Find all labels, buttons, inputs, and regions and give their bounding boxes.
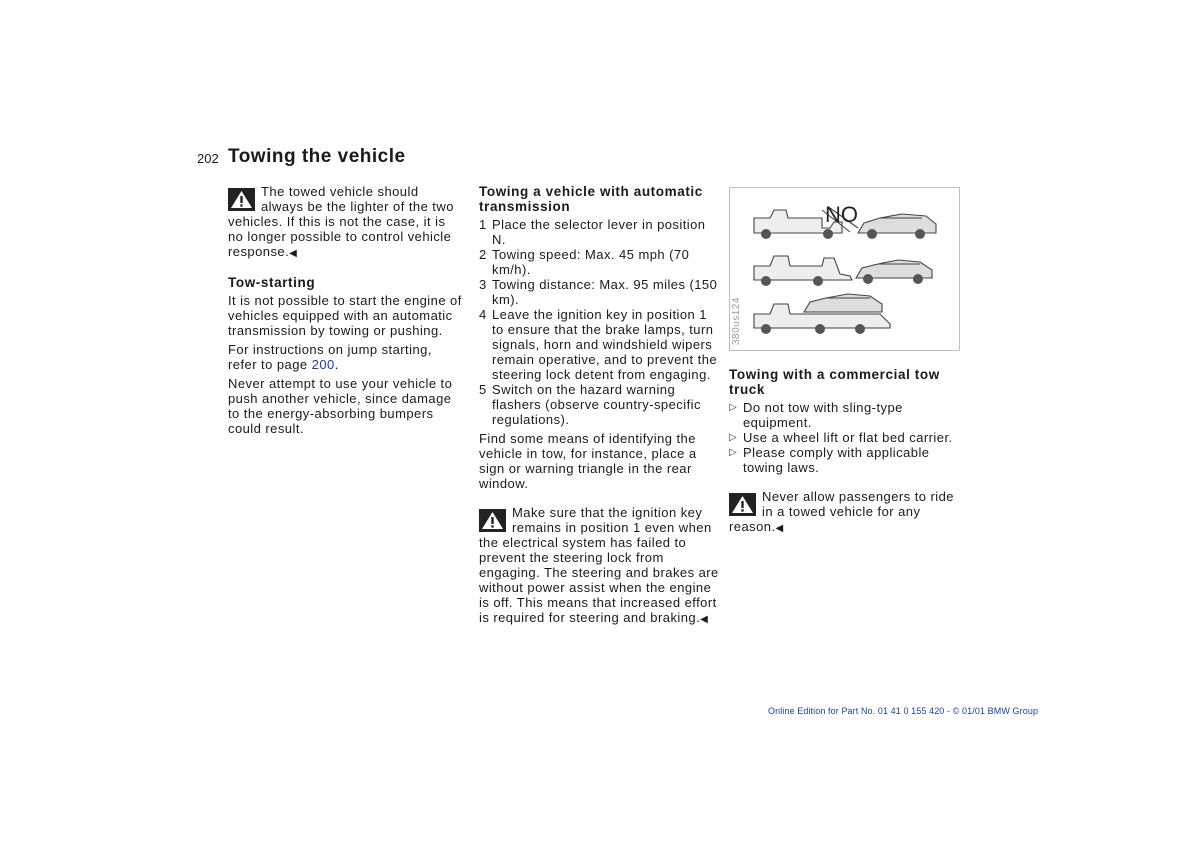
column-right xyxy=(729,367,969,536)
end-mark-icon: ◀ xyxy=(700,614,709,625)
warning-icon xyxy=(479,509,506,532)
warning-note xyxy=(479,505,719,627)
column-left xyxy=(228,184,464,440)
page-link[interactable]: 200 xyxy=(311,357,335,372)
section-heading: Towing with a commercial tow truck xyxy=(729,367,940,397)
section-heading: Towing a vehicle with automatic transmission xyxy=(479,184,703,214)
footer-edition: Online Edition for Part No. 01 41 0 155 420 - © 01/01 BMW Group xyxy=(768,706,1039,716)
figure-label: NO xyxy=(825,202,858,227)
list-item: 2 Towing speed: Max. 45 mph (70 km/h). xyxy=(479,247,690,277)
warning-icon xyxy=(729,493,756,516)
column-middle xyxy=(479,184,719,627)
warning-note xyxy=(228,184,464,261)
list-item: 3 Towing distance: Max. 95 miles (150 km). xyxy=(479,277,718,307)
tow-truck-drawing xyxy=(730,188,959,350)
paragraph: Find some means of identifying the vehicle in tow, for instance, place a sign or warning triangle in the rear window. xyxy=(479,431,697,491)
end-mark-icon: ◀ xyxy=(289,248,298,259)
paragraph: It is not possible to start the engine of vehicles equipped with an automatic transmission by towing or pushing. xyxy=(228,293,462,338)
list-item: 1 Place the selector lever in position N. xyxy=(479,217,706,247)
section-heading: Tow-starting xyxy=(228,275,316,290)
paragraph: Never attempt to use your vehicle to push another vehicle, since damage to the energy-absorbing bumpers could result. xyxy=(228,376,453,436)
list-item: ▷ Use a wheel lift or flat bed carrier. xyxy=(729,430,953,445)
page-title: Towing the vehicle xyxy=(228,146,406,167)
paragraph: For instructions on jump starting, refer to page 200. xyxy=(228,342,432,372)
end-mark-icon: ◀ xyxy=(775,523,784,534)
warning-text: Never allow passengers to ride in a towed vehicle for any reason. xyxy=(729,489,954,534)
list-item: 4 Leave the ignition key in position 1 to ensure that the brake lamps, turn signals, horn and windshield wipers remain operative, and to prevent the steering lock detent from engaging. xyxy=(479,307,718,382)
bullet-triangle-icon: ▷ xyxy=(729,402,738,413)
figure-code: 380us124 xyxy=(731,297,742,345)
list-item: 5 Switch on the hazard warning flashers (observe country-specific regulations). xyxy=(479,382,701,427)
list-item: ▷ Please comply with applicable towing laws. xyxy=(729,445,930,475)
steps-list xyxy=(479,217,719,427)
list-item: ▷ Do not tow with sling-type equipment. xyxy=(729,400,903,430)
bullet-list xyxy=(729,400,969,475)
page-number: 202 xyxy=(197,151,219,166)
warning-text: The towed vehicle should always be the lighter of the two vehicles. If this is not the case, it is no longer possible to control vehicle response. xyxy=(228,184,454,259)
warning-note xyxy=(729,489,969,536)
warning-icon xyxy=(228,188,255,211)
warning-text: Make sure that the ignition key remains in position 1 even when the electrical system has failed to prevent the steering lock from engaging. The steering and brakes are without power assist when the engine is off. This means that increased effort is required for steering and braking. xyxy=(479,505,719,625)
bullet-triangle-icon: ▷ xyxy=(729,447,738,458)
bullet-triangle-icon: ▷ xyxy=(729,432,738,443)
towing-illustration xyxy=(729,187,960,351)
